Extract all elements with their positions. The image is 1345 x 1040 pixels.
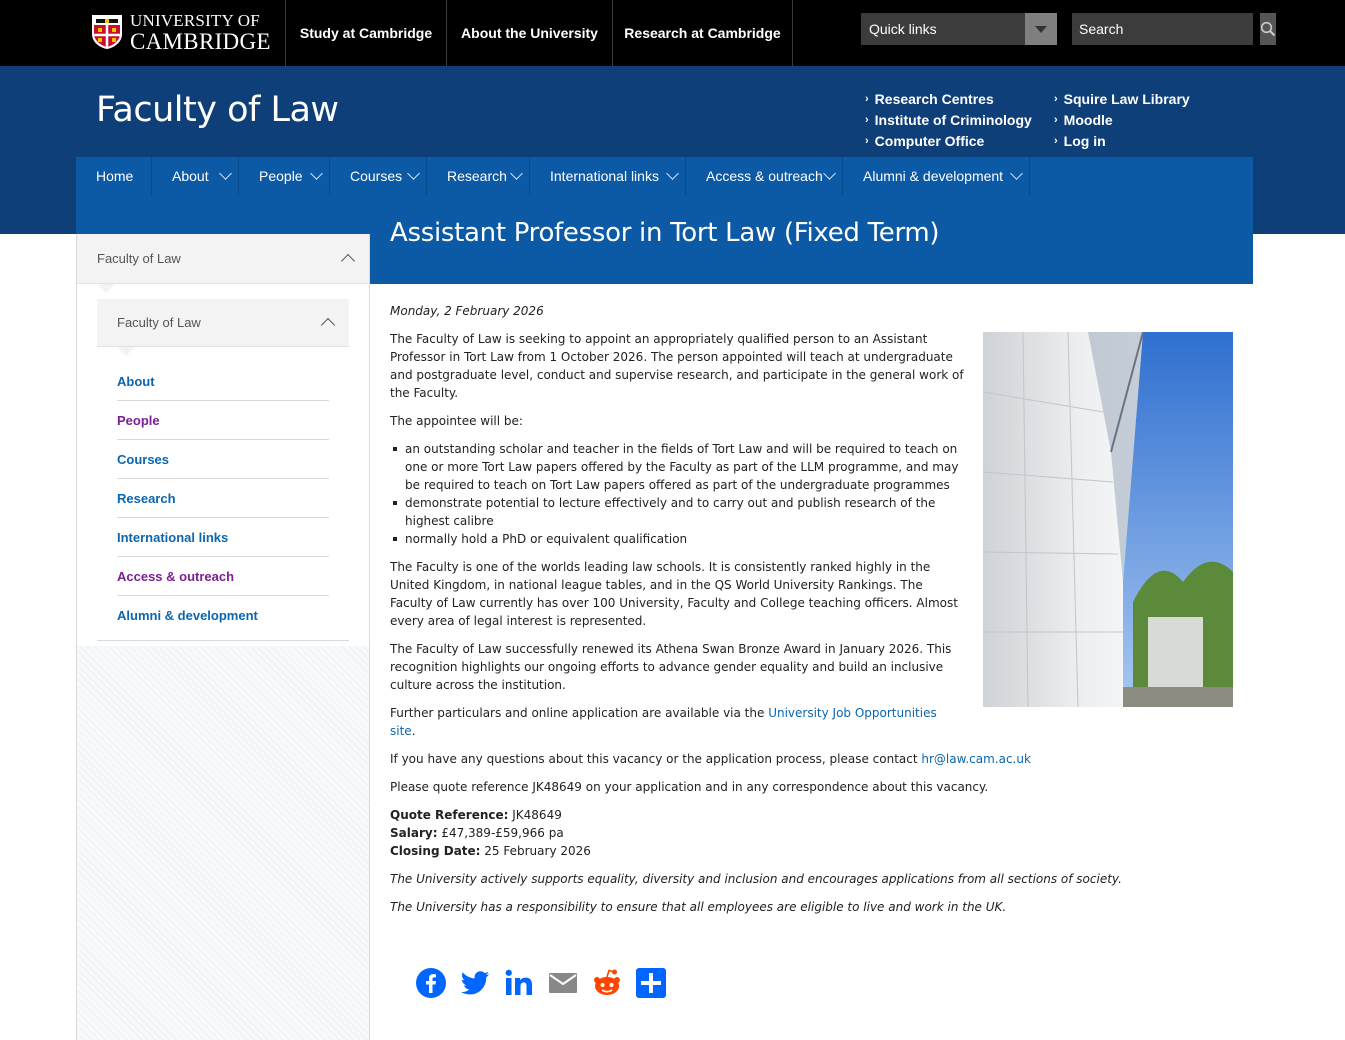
main-nav-label: Home <box>96 168 134 184</box>
main-nav-about[interactable] <box>152 157 239 195</box>
quick-links-dropdown[interactable] <box>861 13 1057 45</box>
questions-text: If you have any questions about this vacancy or the application process, please contact <box>390 752 922 766</box>
sidebar-menu <box>117 362 329 635</box>
chevron-down-icon[interactable] <box>400 157 426 195</box>
utility-link[interactable] <box>1054 88 1190 109</box>
sidebar-item-alumni-development[interactable]: Alumni & development <box>117 608 258 623</box>
salary <box>390 824 1240 842</box>
share-bar <box>414 966 678 1000</box>
closing-date-value: 25 February 2026 <box>480 844 591 858</box>
main-nav-label: Courses <box>350 168 403 184</box>
top-bar <box>0 0 1345 66</box>
quick-links-label: Quick links <box>869 21 937 37</box>
appointee-lead: The appointee will be: <box>390 414 523 428</box>
page-title: Assistant Professor in Tort Law (Fixed Term) <box>390 218 940 248</box>
chevron-right-icon: › <box>1054 134 1058 147</box>
reddit-icon[interactable] <box>590 966 624 1000</box>
sidebar-pattern <box>77 646 369 1040</box>
sidebar-heading-label: Faculty of Law <box>97 251 181 266</box>
article <box>390 302 1240 926</box>
divider <box>97 640 349 641</box>
main-nav-label: Alumni & development <box>863 168 1004 184</box>
utility-link[interactable] <box>865 130 1032 151</box>
requirements-list <box>390 440 964 548</box>
main-nav-label: About <box>172 168 209 184</box>
university-logo[interactable] <box>91 10 271 54</box>
search-input[interactable] <box>1072 21 1260 37</box>
sidebar-heading[interactable] <box>77 234 369 284</box>
sidebar <box>76 234 370 1040</box>
utility-link[interactable] <box>1054 109 1190 130</box>
chevron-down-icon[interactable] <box>659 157 685 195</box>
chevron-down-icon[interactable] <box>1003 157 1029 195</box>
faculty-paragraph: The Faculty is one of the worlds leading law schools. It is consistently ranked highly in the United Kingdom, in national league tables, and in the QS World University Rankings. The Faculty of Law currently has over 100 University, Faculty and College teaching officers. Almost every area of legal interest is represented. <box>390 560 958 628</box>
logo-text-line1: UNIVERSITY OF <box>130 10 260 30</box>
sidebar-heading-notch <box>97 284 115 293</box>
chevron-down-icon[interactable] <box>212 157 238 195</box>
sidebar-subheading[interactable] <box>97 299 349 347</box>
salary-value: £47,389-£59,966 pa <box>437 826 564 840</box>
sidebar-item-research[interactable]: Research <box>117 479 329 518</box>
athena-paragraph: The Faculty of Law successfully renewed its Athena Swan Bronze Award in January 2026. This recognition highlights our ongoing efforts to advance gender equality and build an inclusive culture across the institution. <box>390 642 952 692</box>
site-title[interactable]: Faculty of Law <box>96 90 339 130</box>
chevron-right-icon: › <box>1054 92 1058 105</box>
chevron-right-icon: › <box>865 92 869 105</box>
top-nav-research[interactable]: Research at Cambridge <box>612 0 793 66</box>
hr-email-link[interactable]: hr@law.cam.ac.uk <box>921 752 1031 766</box>
closing-date-label: Closing Date: <box>390 844 481 858</box>
utility-link-label: Log in <box>1063 132 1106 149</box>
utility-links-col1 <box>865 88 1032 151</box>
top-nav <box>285 0 793 66</box>
vacancy-details <box>390 806 1240 860</box>
facebook-icon[interactable] <box>414 966 448 1000</box>
crest-icon <box>91 14 123 50</box>
quote-reference-value: JK48649 <box>508 808 562 822</box>
chevron-down-icon[interactable] <box>1025 13 1057 45</box>
eligibility-note: The University has a responsibility to ensure that all employees are eligible to live and work in the UK. <box>390 900 1007 914</box>
main-nav-alumni-development[interactable] <box>843 157 1030 195</box>
list-item: demonstrate potential to lecture effectively and to carry out and publish research of the highest calibre <box>390 494 964 530</box>
utility-link[interactable] <box>865 88 1032 109</box>
search-button[interactable] <box>1260 13 1276 45</box>
utility-link[interactable] <box>1054 130 1190 151</box>
further-particulars-suffix: . <box>411 724 416 738</box>
intro-paragraph: The Faculty of Law is seeking to appoint an appropriately qualified person to an Assistant Professor in Tort Law from 1 October 2026. The person appointed will teach at undergraduate and postgraduate level, conduct and supervise research, and participate in the general work of the Faculty. <box>390 332 964 400</box>
chevron-down-icon[interactable] <box>816 157 842 195</box>
main-nav-label: Access & outreach <box>706 168 823 184</box>
utility-link-label: Squire Law Library <box>1063 90 1190 107</box>
chevron-down-icon[interactable] <box>503 157 529 195</box>
main-nav-international-links[interactable] <box>530 157 686 195</box>
main-nav-label: People <box>259 168 303 184</box>
twitter-icon[interactable] <box>458 966 492 1000</box>
chevron-right-icon: › <box>865 134 869 147</box>
job-opportunities-link[interactable]: University Job Opportunities site <box>390 706 937 738</box>
main-nav-people[interactable] <box>239 157 330 195</box>
chevron-down-icon[interactable] <box>303 157 329 195</box>
main-nav-courses[interactable] <box>330 157 427 195</box>
linkedin-icon[interactable] <box>502 966 536 1000</box>
chevron-up-icon[interactable] <box>341 254 355 268</box>
chevron-right-icon: › <box>1054 113 1058 126</box>
further-particulars-text: Further particulars and online application are available via the <box>390 706 769 720</box>
sidebar-item-access-outreach[interactable]: Access & outreach <box>117 557 329 596</box>
page-title-bar <box>370 196 1253 284</box>
top-nav-about[interactable]: About the University <box>446 0 612 66</box>
sidebar-subheading-notch <box>117 347 135 356</box>
utility-link-label: Computer Office <box>874 132 985 149</box>
share-icon[interactable] <box>634 966 668 1000</box>
chevron-right-icon: › <box>865 113 869 126</box>
further-particulars-paragraph <box>390 704 964 740</box>
questions-paragraph <box>390 750 1240 768</box>
search-box <box>1072 13 1253 45</box>
sidebar-item-about[interactable]: About <box>117 362 329 401</box>
sidebar-subheading-label: Faculty of Law <box>117 315 201 330</box>
utility-links-col2 <box>1054 88 1190 151</box>
sidebar-item-courses[interactable]: Courses <box>117 440 329 479</box>
closing-date <box>390 842 1240 860</box>
chevron-up-icon[interactable] <box>321 318 335 332</box>
utility-link-label: Moodle <box>1063 111 1113 128</box>
email-icon[interactable] <box>546 966 580 1000</box>
quote-reference <box>390 806 1240 824</box>
main-nav-research[interactable] <box>427 157 530 195</box>
main-nav-label: Research <box>447 168 507 184</box>
utility-link-label: Research Centres <box>874 90 994 107</box>
main-nav-home[interactable] <box>76 157 152 195</box>
sidebar-item-people[interactable]: People <box>117 401 329 440</box>
equality-note: The University actively supports equality, diversity and inclusion and encourages applications from all sections of society. <box>390 872 1122 886</box>
utility-link[interactable] <box>865 109 1032 130</box>
main-nav-access-outreach[interactable] <box>686 157 843 195</box>
publish-date: Monday, 2 February 2026 <box>390 304 544 318</box>
main-nav-label: International links <box>550 168 659 184</box>
main-nav <box>76 157 1253 195</box>
quote-paragraph: Please quote reference JK48649 on your application and in any correspondence about this vacancy. <box>390 780 989 794</box>
logo-text-line2: CAMBRIDGE <box>130 28 271 54</box>
search-icon <box>1260 21 1276 37</box>
list-item: an outstanding scholar and teacher in the fields of Tort Law and will be required to teach on one or more Tort Law papers offered by the Faculty as part of the LLM programme, and may be required to teach on Tort Law papers offered as part of the undergraduate programmes <box>390 440 964 494</box>
top-nav-study[interactable]: Study at Cambridge <box>285 0 446 66</box>
utility-link-label: Institute of Criminology <box>874 111 1032 128</box>
salary-label: Salary: <box>390 826 438 840</box>
quote-reference-label: Quote Reference: <box>390 808 509 822</box>
sidebar-item-international-links[interactable]: International links <box>117 518 329 557</box>
list-item: normally hold a PhD or equivalent qualification <box>390 530 964 548</box>
